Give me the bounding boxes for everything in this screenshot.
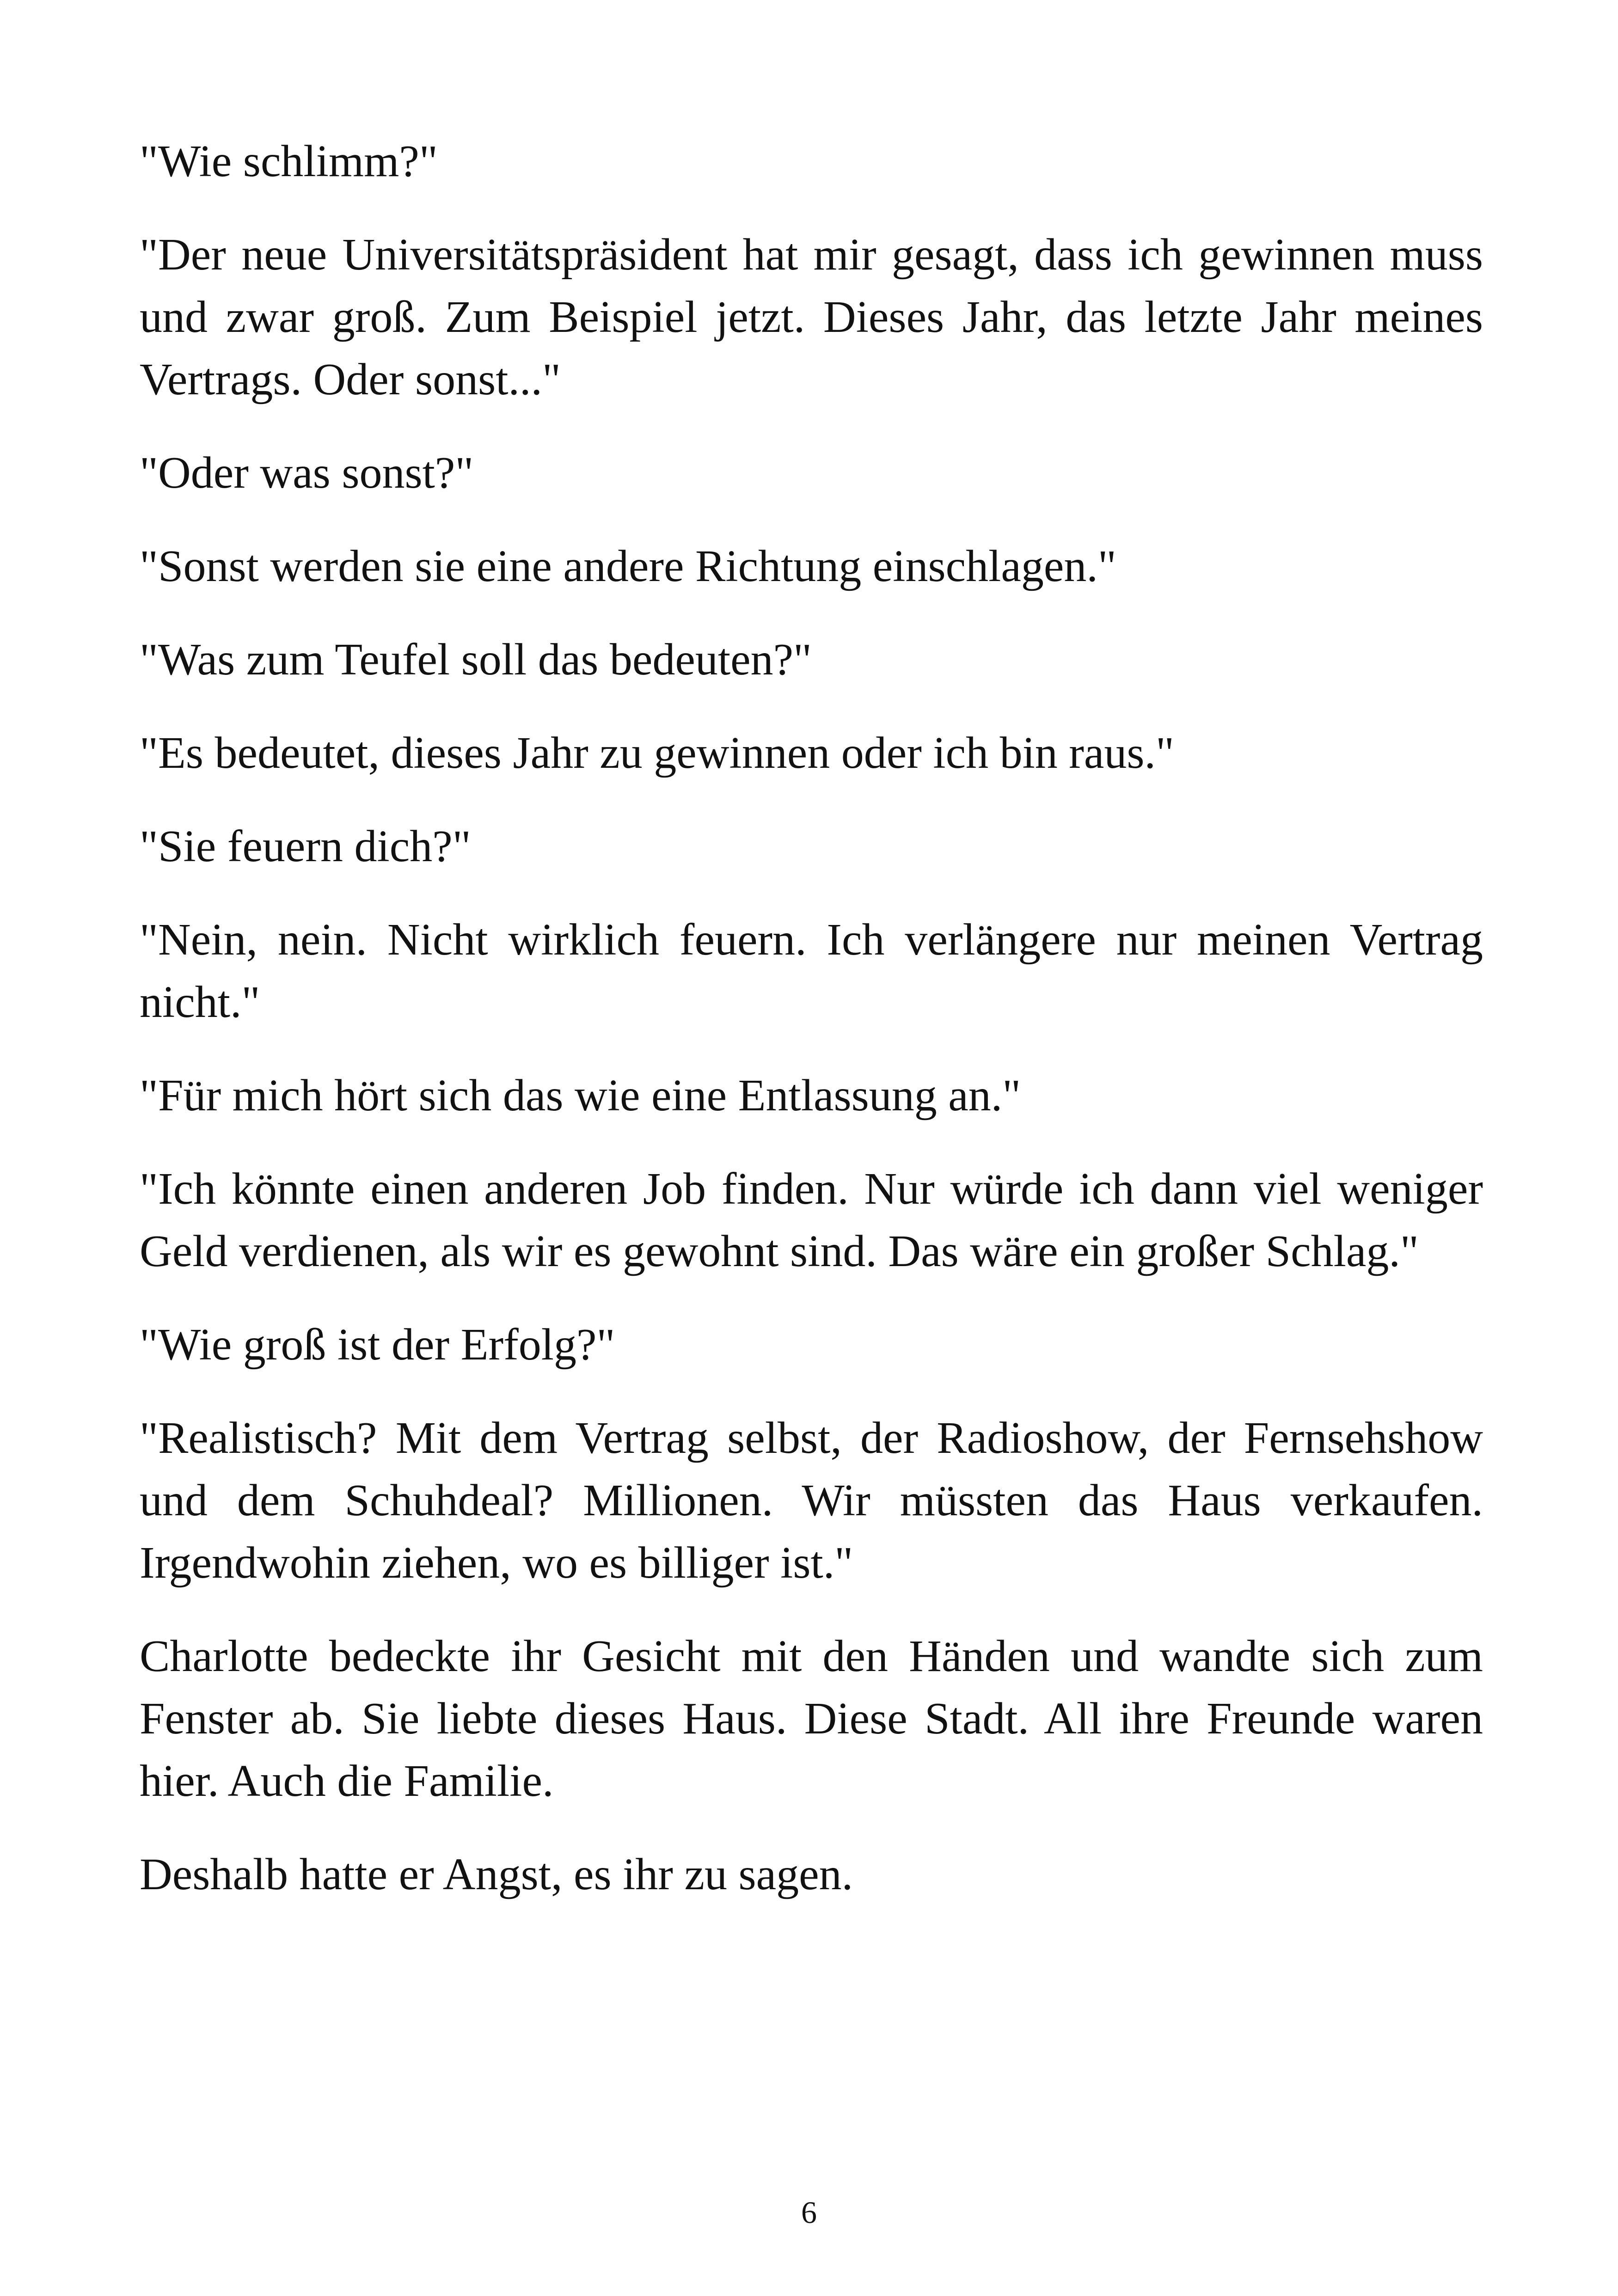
text-body (140, 130, 1483, 1937)
paragraph: "Der neue Universitätspräsident hat mir gesagt, dass ich gewinnen muss und zwar groß. Zum Beispiel jetzt. Dieses Jahr, das letzte Jahr meines Vertrags. Oder sonst..." (140, 230, 1483, 404)
paragraph: Charlotte bedeckte ihr Gesicht mit den Händen und wandte sich zum Fenster ab. Sie liebte dieses Haus. Diese Stadt. All ihre Freunde waren hier. Auch die Familie. (140, 1631, 1483, 1806)
paragraph: "Sonst werden sie eine andere Richtung einschlagen." (140, 541, 1116, 591)
paragraph: "Wie schlimm?" (140, 136, 438, 186)
paragraph: "Was zum Teufel soll das bedeuten?" (140, 635, 812, 685)
paragraph: "Wie groß ist der Erfolg?" (140, 1320, 615, 1370)
paragraph: "Realistisch? Mit dem Vertrag selbst, der Radioshow, der Fernsehshow und dem Schuhdeal? Millionen. Wir müssten das Haus verkaufen. Irgendwohin ziehen, wo es billiger ist." (140, 1413, 1483, 1588)
paragraph: "Sie feuern dich?" (140, 821, 471, 871)
page-number: 6 (801, 2195, 817, 2230)
paragraph: "Nein, nein. Nicht wirklich feuern. Ich verlängere nur meinen Vertrag nicht." (140, 915, 1483, 1027)
paragraph: Deshalb hatte er Angst, es ihr zu sagen. (140, 1849, 853, 1899)
paragraph: "Es bedeutet, dieses Jahr zu gewinnen oder ich bin raus." (140, 728, 1175, 778)
paragraph: "Oder was sonst?" (140, 448, 474, 498)
paragraph: "Ich könnte einen anderen Job finden. Nur würde ich dann viel weniger Geld verdienen, als wir es gewohnt sind. Das wäre ein großer Schlag." (140, 1164, 1483, 1276)
paragraph: "Für mich hört sich das wie eine Entlassung an." (140, 1071, 1021, 1120)
